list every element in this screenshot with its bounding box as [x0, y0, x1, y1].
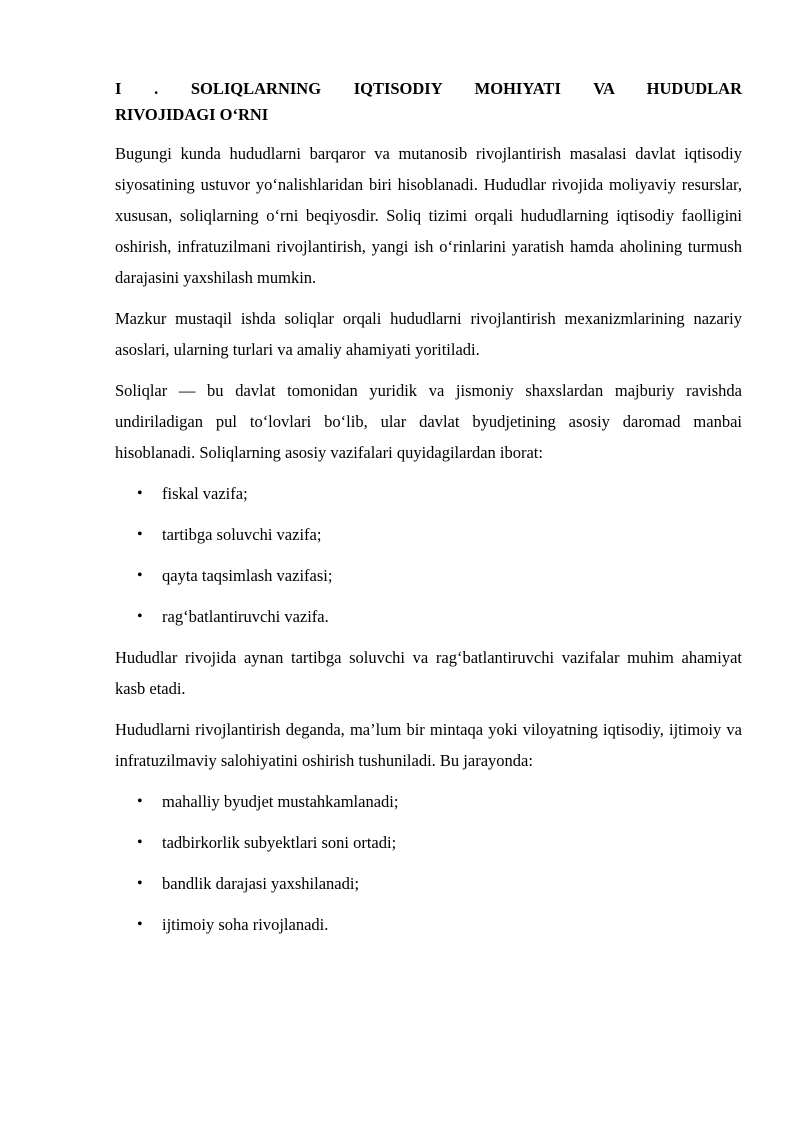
list-item	[115, 909, 742, 940]
list-item	[115, 478, 742, 509]
list-item	[115, 560, 742, 591]
bullet-icon: •	[137, 834, 143, 851]
bullet-icon: •	[137, 916, 143, 933]
list-item	[115, 827, 742, 858]
list-item	[115, 786, 742, 817]
list-item-text: mahalliy byudjet mustahkamlanadi;	[162, 792, 399, 811]
list-item	[115, 601, 742, 632]
list-item-text: bandlik darajasi yaxshilanadi;	[162, 874, 360, 893]
list-item	[115, 868, 742, 899]
paragraph-regional-development: Hududlarni rivojlantirish deganda, ma’lum bir mintaqa yoki viloyatning iqtisodiy, ijtimoiy va infratuzilmaviy salohiyatini oshirish tushuniladi. Bu jarayonda:	[115, 720, 742, 770]
document-page	[115, 76, 742, 950]
bullet-icon: •	[137, 793, 143, 810]
section-heading	[115, 76, 742, 128]
list-item-text: fiskal vazifa;	[162, 484, 248, 503]
list-item-text: tartibga soluvchi vazifa;	[162, 525, 322, 544]
list-item-text: tadbirkorlik subyektlari soni ortadi;	[162, 833, 397, 852]
bullet-icon: •	[137, 608, 143, 625]
bullet-icon: •	[137, 485, 143, 502]
bullet-icon: •	[137, 567, 143, 584]
bullet-icon: •	[137, 875, 143, 892]
regional-effects-list	[115, 786, 742, 940]
list-item	[115, 519, 742, 550]
section-heading-line-2: RIVOJIDAGI O‘RNI	[115, 105, 269, 124]
list-item-text: qayta taqsimlash vazifasi;	[162, 566, 333, 585]
paragraph-regulatory: Hududlar rivojida aynan tartibga soluvchi va rag‘batlantiruvchi vazifalar muhim ahamiyat kasb etadi.	[115, 648, 742, 698]
list-item-text: rag‘batlantiruvchi vazifa.	[162, 607, 329, 626]
paragraph-definition: Soliqlar — bu davlat tomonidan yuridik va jismoniy shaxslardan majburiy ravishda undiriladigan pul to‘lovlari bo‘lib, ular davlat byudjetining asosiy daromad manbai hisoblanadi. Soliqlarning asosiy vazifalari quyidagilardan iborat:	[115, 381, 742, 462]
section-heading-line-1: I . SOLIQLARNING IQTISODIY MOHIYATI VA HUDUDLAR	[115, 79, 742, 98]
bullet-icon: •	[137, 526, 143, 543]
tax-functions-list	[115, 478, 742, 632]
list-item-text: ijtimoiy soha rivojlanadi.	[162, 915, 329, 934]
paragraph-scope: Mazkur mustaqil ishda soliqlar orqali hududlarni rivojlantirish mexanizmlarining nazariy asoslari, ularning turlari va amaliy ahamiyati yoritiladi.	[115, 309, 742, 359]
paragraph-intro: Bugungi kunda hududlarni barqaror va mutanosib rivojlantirish masalasi davlat iqtisodiy siyosatining ustuvor yo‘nalishlaridan biri hisoblanadi. Hududlar rivojida moliyaviy resurslar, xususan, soliqlarning o‘rni beqiyosdir. Soliq tizimi orqali hududlarning iqtisodiy faolligini oshirish, infratuzilmani rivojlantirish, yangi ish o‘rinlarini yaratish hamda aholining turmush darajasini yaxshilash mumkin.	[115, 144, 742, 287]
